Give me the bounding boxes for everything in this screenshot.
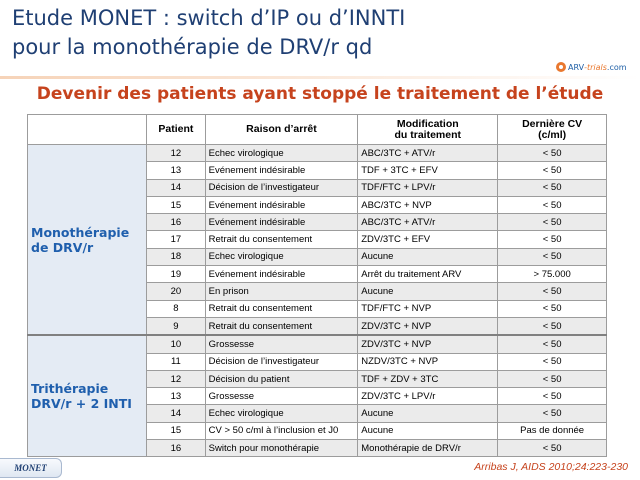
header-traitement-line-1: Modification xyxy=(396,117,459,130)
table-row xyxy=(28,145,607,162)
logo-domain: .com xyxy=(606,62,627,72)
cell-cv: < 50 xyxy=(498,300,607,317)
cell-cv: < 50 xyxy=(498,388,607,405)
cell-patient: 11 xyxy=(147,353,206,370)
study-badge: MONET xyxy=(0,458,62,478)
table-body xyxy=(28,145,607,457)
cell-raison: Echec virologique xyxy=(205,248,358,265)
cell-cv: < 50 xyxy=(498,440,607,457)
slide-title xyxy=(12,4,552,62)
cell-traitement: Aucune xyxy=(358,405,498,422)
header-traitement xyxy=(358,115,498,145)
cell-cv: < 50 xyxy=(498,214,607,231)
cell-traitement: ABC/3TC + ATV/r xyxy=(358,145,498,162)
cell-patient: 13 xyxy=(147,162,206,179)
logo-suffix: -trials xyxy=(584,62,607,72)
cell-cv: < 50 xyxy=(498,335,607,353)
cell-raison: Grossesse xyxy=(205,388,358,405)
cell-patient: 15 xyxy=(147,422,206,439)
cell-raison: Décision de l’investigateur xyxy=(205,179,358,196)
cell-traitement: NZDV/3TC + NVP xyxy=(358,353,498,370)
cell-patient: 14 xyxy=(147,405,206,422)
cell-cv: < 50 xyxy=(498,231,607,248)
cell-traitement: TDF + ZDV + 3TC xyxy=(358,370,498,387)
header-traitement-line-2: du traitement xyxy=(394,128,462,141)
cell-cv: < 50 xyxy=(498,353,607,370)
logo-text xyxy=(568,63,627,72)
cell-traitement: ABC/3TC + NVP xyxy=(358,196,498,213)
group-label xyxy=(28,335,147,457)
cell-patient: 20 xyxy=(147,283,206,300)
cell-patient: 12 xyxy=(147,370,206,387)
cell-traitement: Arrêt du traitement ARV xyxy=(358,266,498,283)
cell-raison: Retrait du consentement xyxy=(205,231,358,248)
cell-cv: < 50 xyxy=(498,248,607,265)
group-label-line-1: Trithérapie xyxy=(31,381,109,397)
citation: Arribas J, AIDS 2010;24:223-230 xyxy=(474,461,628,473)
cell-patient: 14 xyxy=(147,179,206,196)
group-label xyxy=(28,145,147,336)
cell-traitement: Aucune xyxy=(358,248,498,265)
cell-cv: < 50 xyxy=(498,283,607,300)
header-empty xyxy=(28,115,147,145)
header-patient: Patient xyxy=(147,115,206,145)
cell-raison: Echec virologique xyxy=(205,405,358,422)
cell-raison: Echec virologique xyxy=(205,145,358,162)
slide-subtitle: Devenir des patients ayant stoppé le traitement de l’étude xyxy=(36,84,604,104)
cell-cv: < 50 xyxy=(498,370,607,387)
cell-raison: Grossesse xyxy=(205,335,358,353)
cell-raison: Evénement indésirable xyxy=(205,266,358,283)
cell-traitement: TDF/FTC + NVP xyxy=(358,300,498,317)
cell-raison: CV > 50 c/ml à l’inclusion et J0 xyxy=(205,422,358,439)
cell-cv: < 50 xyxy=(498,162,607,179)
header-cv-line-2: (c/ml) xyxy=(538,128,567,141)
cell-cv: > 75.000 xyxy=(498,266,607,283)
cell-patient: 15 xyxy=(147,196,206,213)
cell-traitement: ZDV/3TC + EFV xyxy=(358,231,498,248)
cell-traitement: TDF + 3TC + EFV xyxy=(358,162,498,179)
cell-traitement: Monothérapie de DRV/r xyxy=(358,440,498,457)
group-label-line-2: DRV/r + 2 INTI xyxy=(31,396,132,412)
cell-patient: 13 xyxy=(147,388,206,405)
cell-cv: < 50 xyxy=(498,405,607,422)
cell-cv: < 50 xyxy=(498,145,607,162)
cell-patient: 16 xyxy=(147,440,206,457)
cell-traitement: Aucune xyxy=(358,422,498,439)
logo-mark-icon xyxy=(556,62,566,72)
slide-title-line-1: Etude MONET : switch d’IP ou d’INNTI xyxy=(12,6,406,30)
cell-raison: Décision de l’investigateur xyxy=(205,353,358,370)
cell-patient: 12 xyxy=(147,145,206,162)
group-label-line-2: de DRV/r xyxy=(31,239,94,255)
header-cv xyxy=(498,115,607,145)
cell-raison: Evénement indésirable xyxy=(205,196,358,213)
cell-cv: Pas de donnée xyxy=(498,422,607,439)
cell-cv: < 50 xyxy=(498,196,607,213)
cell-raison: Switch pour monothérapie xyxy=(205,440,358,457)
cell-patient: 8 xyxy=(147,300,206,317)
cell-patient: 18 xyxy=(147,248,206,265)
cell-traitement: ZDV/3TC + NVP xyxy=(358,335,498,353)
cell-patient: 10 xyxy=(147,335,206,353)
cell-traitement: Aucune xyxy=(358,283,498,300)
header-raison: Raison d’arrêt xyxy=(205,115,358,145)
cell-patient: 9 xyxy=(147,317,206,335)
logo-brand: ARV xyxy=(568,62,585,72)
table-header-row xyxy=(28,115,607,145)
cell-traitement: ZDV/3TC + NVP xyxy=(358,317,498,335)
cell-raison: Evénement indésirable xyxy=(205,214,358,231)
cell-raison: En prison xyxy=(205,283,358,300)
cell-raison: Retrait du consentement xyxy=(205,300,358,317)
cell-traitement: TDF/FTC + LPV/r xyxy=(358,179,498,196)
header-cv-line-1: Dernière CV xyxy=(522,117,583,130)
cell-patient: 16 xyxy=(147,214,206,231)
subtitle-divider xyxy=(0,76,640,79)
table-row xyxy=(28,335,607,353)
cell-traitement: ZDV/3TC + LPV/r xyxy=(358,388,498,405)
cell-patient: 19 xyxy=(147,266,206,283)
cell-cv: < 50 xyxy=(498,317,607,335)
cell-raison: Retrait du consentement xyxy=(205,317,358,335)
cell-raison: Décision du patient xyxy=(205,370,358,387)
cell-traitement: ABC/3TC + ATV/r xyxy=(358,214,498,231)
group-label-line-1: Monothérapie xyxy=(31,224,130,240)
patients-table xyxy=(27,114,607,457)
cell-patient: 17 xyxy=(147,231,206,248)
cell-raison: Evénement indésirable xyxy=(205,162,358,179)
slide-title-line-2: pour la monothérapie de DRV/r qd xyxy=(12,35,373,59)
arv-trials-logo xyxy=(556,60,627,74)
cell-cv: < 50 xyxy=(498,179,607,196)
